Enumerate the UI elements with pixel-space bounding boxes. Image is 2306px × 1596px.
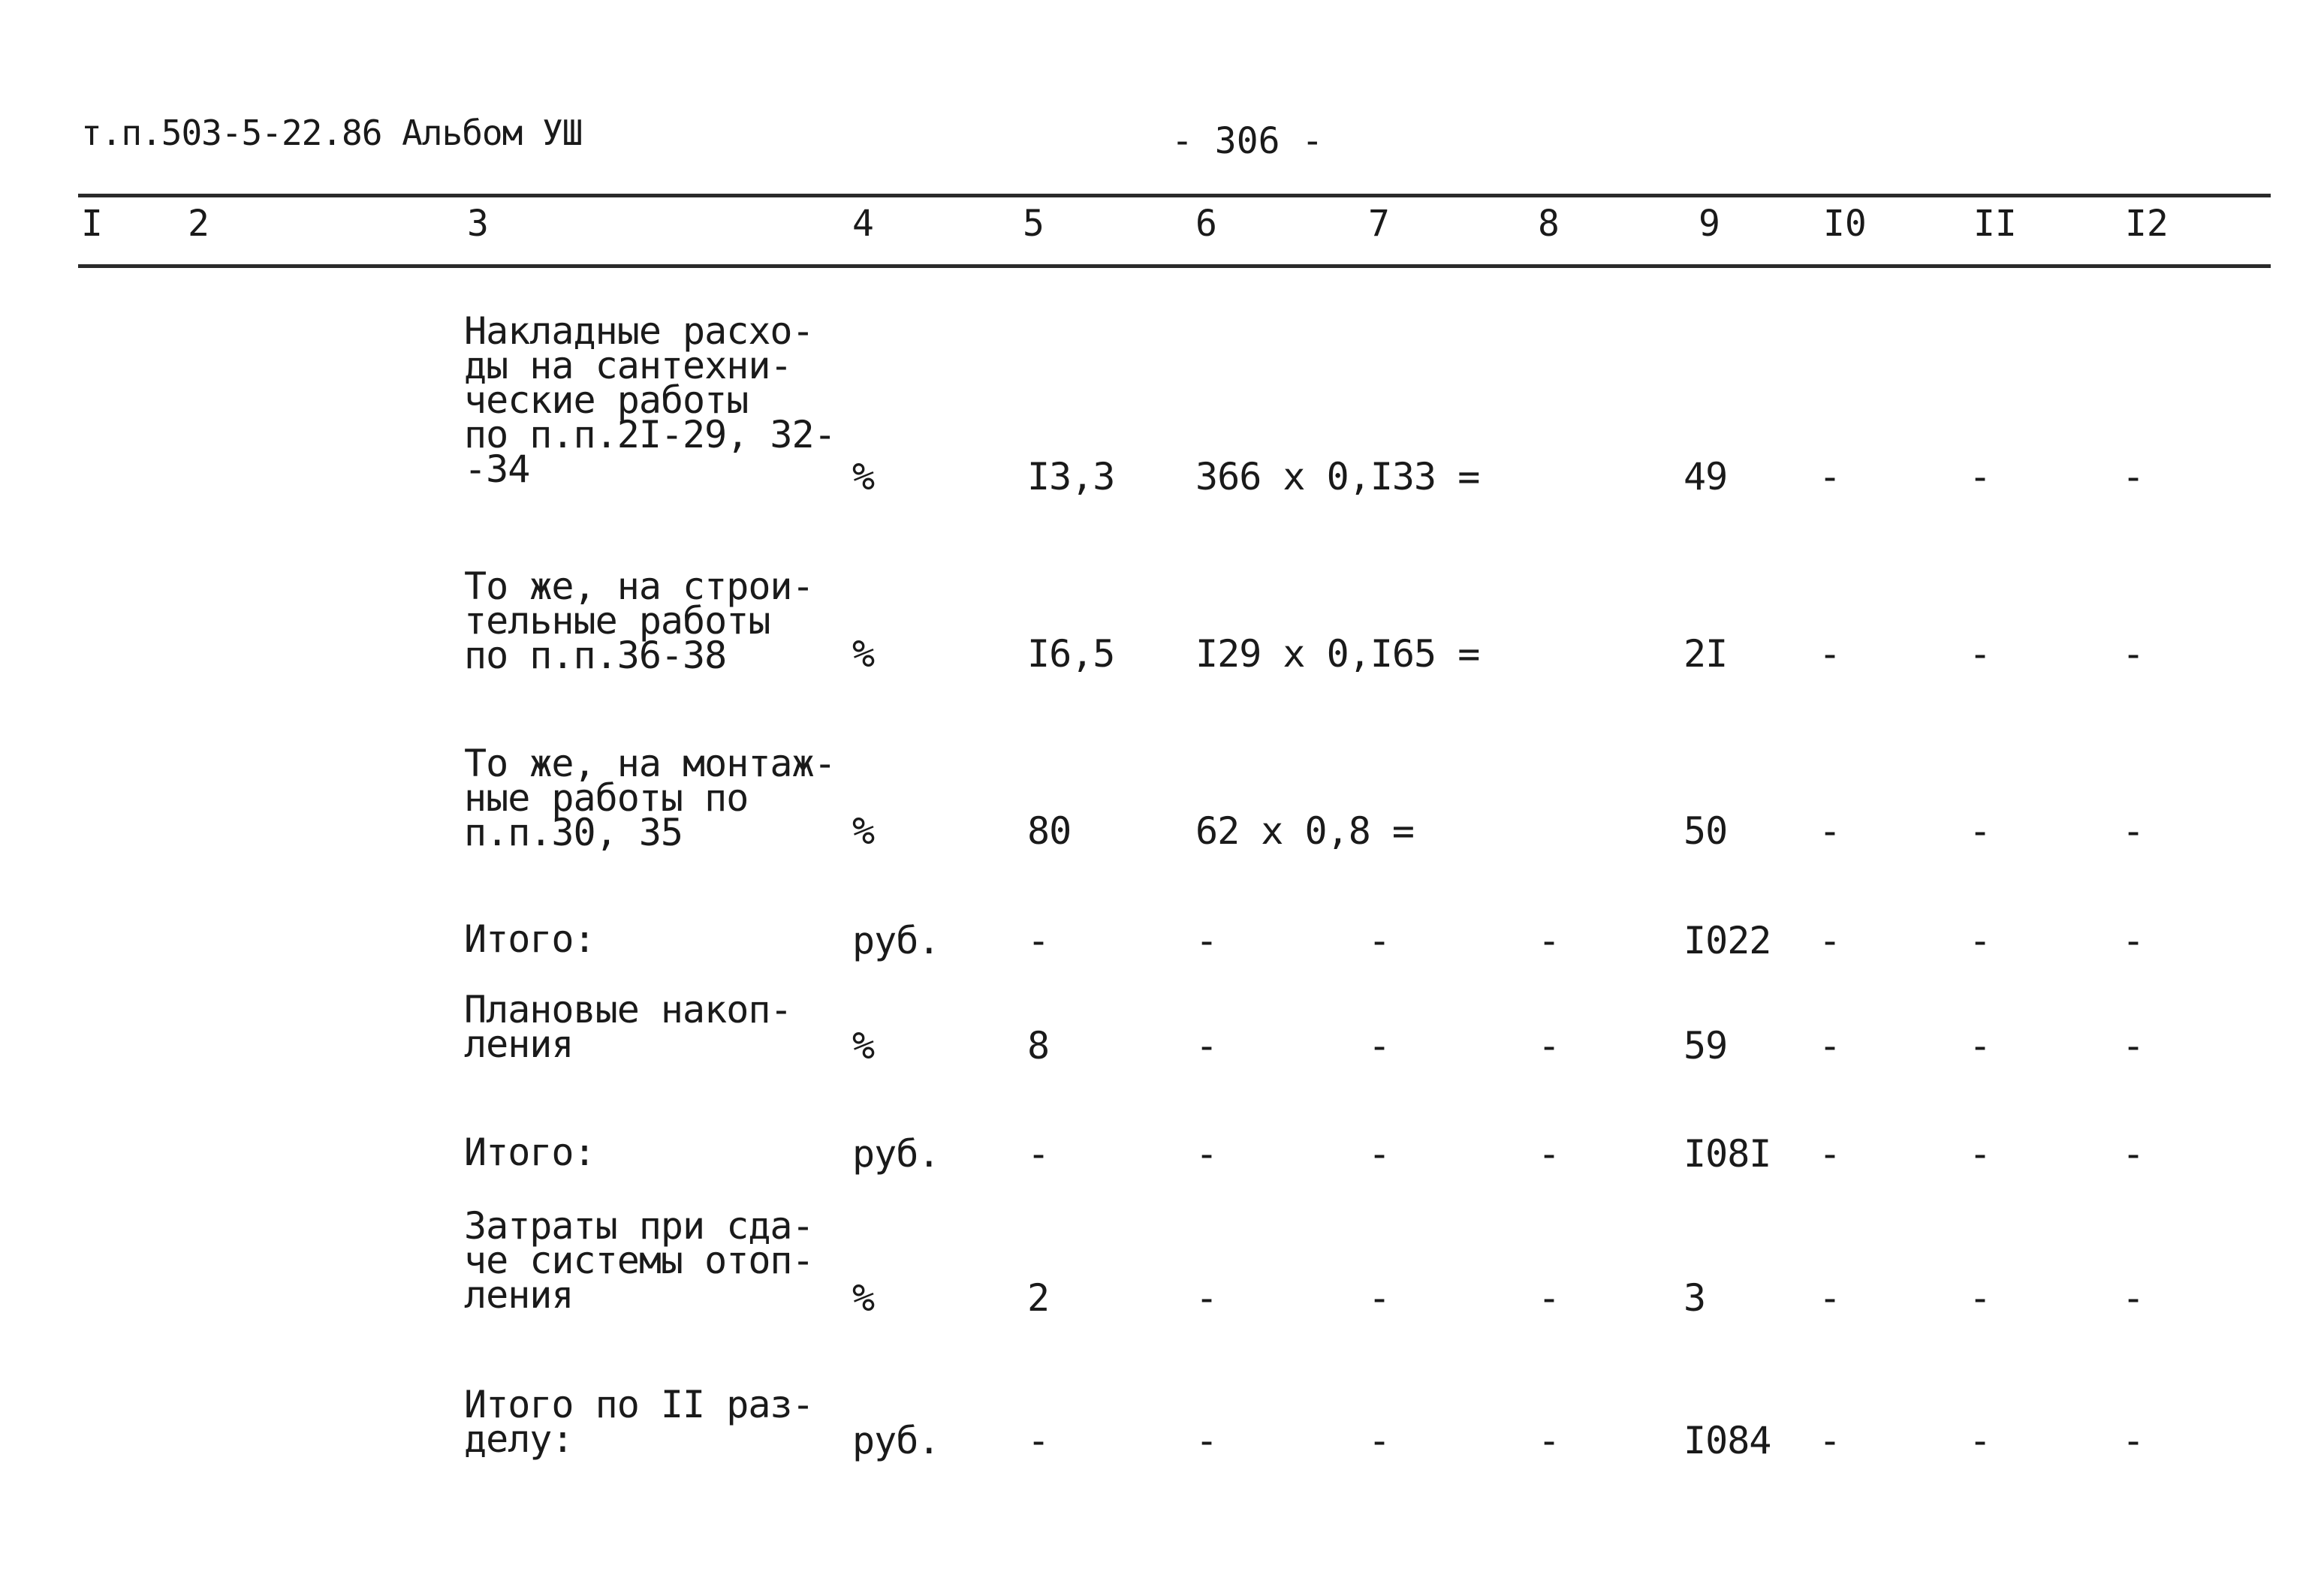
page-number: - 306 - xyxy=(1171,120,1324,162)
col8-cell: - xyxy=(1538,1024,1560,1068)
description-line: че системы отоп- xyxy=(464,1239,814,1282)
calculation-cell: - xyxy=(1195,919,1218,962)
total-cell: 2I xyxy=(1684,632,1728,676)
unit-cell: руб. xyxy=(852,1132,940,1176)
description-line: делу: xyxy=(464,1417,574,1461)
column-header-4: 4 xyxy=(852,203,874,245)
header-rule-bottom xyxy=(78,264,2271,268)
description-line: Затраты при сда- xyxy=(464,1204,814,1248)
calculation-cell: 366 x 0,I33 = xyxy=(1195,455,1480,498)
col7-cell: - xyxy=(1368,1132,1391,1176)
col10-cell: - xyxy=(1819,1132,1841,1176)
total-cell: 49 xyxy=(1684,455,1728,498)
rate-cell: 2 xyxy=(1027,1276,1050,1320)
header-rule-top xyxy=(78,194,2271,197)
col12-cell: - xyxy=(2122,1024,2145,1068)
row-description xyxy=(464,988,792,1066)
col12-cell: - xyxy=(2122,1132,2145,1176)
description-line: п.п.30, 35 xyxy=(464,811,683,854)
col8-cell: - xyxy=(1538,1132,1560,1176)
total-cell: 59 xyxy=(1684,1024,1728,1068)
col11-cell: - xyxy=(1969,809,1991,853)
rate-cell: I3,3 xyxy=(1027,455,1115,498)
column-header-7: 7 xyxy=(1368,203,1390,245)
total-cell: I08I xyxy=(1684,1132,1771,1176)
col11-cell: - xyxy=(1969,1276,1991,1320)
description-line: Итого: xyxy=(464,917,595,961)
description-line: То же, на строи- xyxy=(464,565,814,608)
unit-cell: % xyxy=(852,1276,875,1320)
row-description xyxy=(464,1383,814,1461)
col8-cell: - xyxy=(1538,1419,1560,1462)
description-line: -34 xyxy=(464,447,530,491)
col10-cell: - xyxy=(1819,455,1841,498)
col12-cell: - xyxy=(2122,455,2145,498)
col12-cell: - xyxy=(2122,919,2145,962)
unit-cell: % xyxy=(852,632,875,676)
description-line: То же, на монтаж- xyxy=(464,742,836,785)
column-header-8: 8 xyxy=(1538,203,1560,245)
total-cell: 50 xyxy=(1684,809,1728,853)
rate-cell: 80 xyxy=(1027,809,1072,853)
description-line: ления xyxy=(464,1022,574,1066)
rate-cell: 8 xyxy=(1027,1024,1050,1068)
description-line: ческие работы xyxy=(464,378,749,422)
calculation-cell: I29 x 0,I65 = xyxy=(1195,632,1480,676)
description-line: Накладные расхо- xyxy=(464,309,814,353)
col10-cell: - xyxy=(1819,1024,1841,1068)
description-line: тельные работы xyxy=(464,599,770,643)
row-description xyxy=(464,565,814,677)
col10-cell: - xyxy=(1819,1419,1841,1462)
column-header-1: I xyxy=(81,203,103,245)
col11-cell: - xyxy=(1969,632,1991,676)
description-line: ления xyxy=(464,1273,574,1317)
description-line: Итого по II раз- xyxy=(464,1383,814,1426)
document-reference: т.п.503-5-22.86 Альбом УШ xyxy=(81,113,583,153)
column-header-5: 5 xyxy=(1023,203,1044,245)
calculation-cell: - xyxy=(1195,1132,1218,1176)
col8-cell: - xyxy=(1538,919,1560,962)
rate-cell: - xyxy=(1027,1132,1050,1176)
col11-cell: - xyxy=(1969,919,1991,962)
description-line: ные работы по xyxy=(464,776,749,820)
col12-cell: - xyxy=(2122,1276,2145,1320)
row-description xyxy=(464,742,836,854)
row-description xyxy=(464,309,836,491)
rate-cell: - xyxy=(1027,1419,1050,1462)
calculation-cell: - xyxy=(1195,1419,1218,1462)
calculation-cell: 62 x 0,8 = xyxy=(1195,809,1415,853)
unit-cell: руб. xyxy=(852,919,940,962)
column-header-3: 3 xyxy=(467,203,489,245)
description-line: Итого: xyxy=(464,1131,595,1174)
unit-cell: % xyxy=(852,455,875,498)
col12-cell: - xyxy=(2122,809,2145,853)
calculation-cell: - xyxy=(1195,1024,1218,1068)
col10-cell: - xyxy=(1819,809,1841,853)
col11-cell: - xyxy=(1969,1024,1991,1068)
description-line: по п.п.2I-29, 32- xyxy=(464,413,836,456)
description-line: по п.п.36-38 xyxy=(464,634,727,677)
column-header-12: I2 xyxy=(2125,203,2169,245)
col11-cell: - xyxy=(1969,1419,1991,1462)
col11-cell: - xyxy=(1969,455,1991,498)
rate-cell: I6,5 xyxy=(1027,632,1115,676)
col7-cell: - xyxy=(1368,919,1391,962)
unit-cell: % xyxy=(852,809,875,853)
total-cell: I022 xyxy=(1684,919,1771,962)
col12-cell: - xyxy=(2122,632,2145,676)
col7-cell: - xyxy=(1368,1024,1391,1068)
description-line: ды на сантехни- xyxy=(464,344,792,387)
rate-cell: - xyxy=(1027,919,1050,962)
total-cell: I084 xyxy=(1684,1419,1771,1462)
col7-cell: - xyxy=(1368,1419,1391,1462)
unit-cell: руб. xyxy=(852,1419,940,1462)
column-header-2: 2 xyxy=(188,203,209,245)
column-header-11: II xyxy=(1973,203,2017,245)
row-description xyxy=(464,917,595,961)
col7-cell: - xyxy=(1368,1276,1391,1320)
col8-cell: - xyxy=(1538,1276,1560,1320)
column-header-10: I0 xyxy=(1823,203,1867,245)
col10-cell: - xyxy=(1819,1276,1841,1320)
calculation-cell: - xyxy=(1195,1276,1218,1320)
row-description xyxy=(464,1204,814,1317)
unit-cell: % xyxy=(852,1024,875,1068)
col10-cell: - xyxy=(1819,919,1841,962)
col12-cell: - xyxy=(2122,1419,2145,1462)
total-cell: 3 xyxy=(1684,1276,1706,1320)
column-header-6: 6 xyxy=(1195,203,1217,245)
description-line: Плановые накоп- xyxy=(464,988,792,1031)
column-header-9: 9 xyxy=(1699,203,1720,245)
row-description xyxy=(464,1131,595,1174)
col11-cell: - xyxy=(1969,1132,1991,1176)
col10-cell: - xyxy=(1819,632,1841,676)
